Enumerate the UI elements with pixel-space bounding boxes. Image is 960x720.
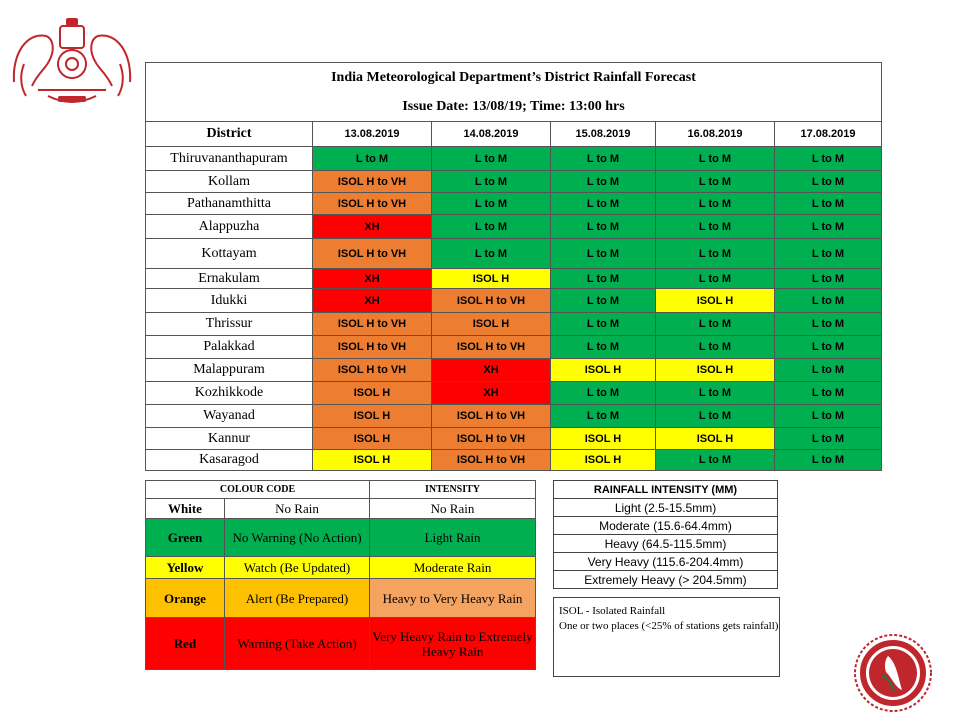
district-row [146, 269, 882, 289]
district-column-header: District [146, 122, 313, 147]
forecast-cell: L to M [775, 289, 882, 313]
intensity-row [554, 535, 778, 553]
legend-row-green [146, 519, 536, 557]
district-name: Kannur [146, 428, 313, 450]
district-row [146, 171, 882, 193]
forecast-cell: ISOL H [313, 405, 432, 428]
district-name: Kasaragod [146, 450, 313, 471]
forecast-cell: L to M [775, 382, 882, 405]
forecast-cell: ISOL H [313, 428, 432, 450]
date-header: 16.08.2019 [656, 122, 775, 147]
forecast-cell: XH [432, 359, 551, 382]
legend-intensity: No Rain [370, 499, 536, 519]
forecast-cell: ISOL H to VH [313, 359, 432, 382]
legend-row-red [146, 618, 536, 670]
forecast-cell: L to M [551, 239, 656, 269]
date-header: 17.08.2019 [775, 122, 882, 147]
forecast-cell: L to M [775, 193, 882, 215]
forecast-cell: ISOL H [656, 289, 775, 313]
district-row [146, 405, 882, 428]
intensity-header-row [554, 481, 778, 499]
forecast-cell: XH [313, 289, 432, 313]
intensity-row [554, 499, 778, 517]
date-header: 14.08.2019 [432, 122, 551, 147]
rainfall-intensity-table [553, 480, 778, 589]
intensity-title: RAINFALL INTENSITY (MM) [554, 481, 778, 499]
legend-row-white [146, 499, 536, 519]
forecast-cell: L to M [551, 336, 656, 359]
legend-colour-name: Green [146, 519, 225, 557]
kerala-emblem-logo [8, 12, 136, 110]
district-name: Palakkad [146, 336, 313, 359]
district-row [146, 147, 882, 171]
forecast-cell: L to M [775, 239, 882, 269]
district-row [146, 215, 882, 239]
issue-date: Issue Date: 13/08/19; Time: 13:00 hrs [146, 93, 882, 122]
forecast-cell: L to M [656, 313, 775, 336]
district-name: Wayanad [146, 405, 313, 428]
forecast-cell: ISOL H [551, 428, 656, 450]
district-row [146, 289, 882, 313]
legend-meaning: Watch (Be Updated) [225, 557, 370, 579]
forecast-cell: ISOL H to VH [313, 193, 432, 215]
intensity-item: Moderate (15.6-64.4mm) [554, 517, 778, 535]
forecast-cell: L to M [656, 269, 775, 289]
forecast-cell: L to M [656, 147, 775, 171]
intensity-row [554, 553, 778, 571]
forecast-cell: L to M [551, 171, 656, 193]
forecast-cell: L to M [775, 269, 882, 289]
legend-colour-name: Red [146, 618, 225, 670]
forecast-cell: L to M [551, 382, 656, 405]
intensity-item: Extremely Heavy (> 204.5mm) [554, 571, 778, 589]
forecast-cell: L to M [551, 193, 656, 215]
legend-row-orange [146, 579, 536, 618]
district-name: Kollam [146, 171, 313, 193]
forecast-cell: XH [313, 269, 432, 289]
forecast-cell: L to M [775, 336, 882, 359]
legend-colour-name: Yellow [146, 557, 225, 579]
forecast-cell: ISOL H to VH [313, 171, 432, 193]
legend-meaning: No Warning (No Action) [225, 519, 370, 557]
date-header: 15.08.2019 [551, 122, 656, 147]
forecast-cell: ISOL H [432, 269, 551, 289]
forecast-cell: ISOL H to VH [432, 405, 551, 428]
forecast-cell: L to M [775, 215, 882, 239]
forecast-cell: L to M [775, 450, 882, 471]
district-name: Kottayam [146, 239, 313, 269]
forecast-cell: L to M [313, 147, 432, 171]
legend-meaning: No Rain [225, 499, 370, 519]
forecast-cell: L to M [551, 215, 656, 239]
isol-note-line: ISOL - Isolated Rainfall [559, 605, 666, 617]
legend-colour-name: White [146, 499, 225, 519]
intensity-item: Very Heavy (115.6-204.4mm) [554, 553, 778, 571]
forecast-cell: L to M [656, 171, 775, 193]
forecast-cell: ISOL H to VH [432, 428, 551, 450]
forecast-cell: L to M [656, 336, 775, 359]
forecast-cell: ISOL H to VH [313, 313, 432, 336]
legend-meaning: Alert (Be Prepared) [225, 579, 370, 618]
forecast-cell: L to M [656, 193, 775, 215]
district-name: Idukki [146, 289, 313, 313]
forecast-cell: ISOL H [656, 359, 775, 382]
forecast-cell: L to M [432, 193, 551, 215]
title-row [146, 63, 882, 94]
date-header-row [146, 122, 882, 147]
district-row [146, 428, 882, 450]
forecast-cell: L to M [551, 147, 656, 171]
isol-note-box [553, 597, 780, 677]
date-header: 13.08.2019 [313, 122, 432, 147]
legend-intensity-header: INTENSITY [370, 481, 536, 499]
district-row [146, 336, 882, 359]
forecast-cell: L to M [656, 215, 775, 239]
district-name: Pathanamthitta [146, 193, 313, 215]
legend-meaning: Warning (Take Action) [225, 618, 370, 670]
district-name: Kozhikkode [146, 382, 313, 405]
issue-row [146, 93, 882, 122]
forecast-cell: L to M [656, 239, 775, 269]
forecast-cell: L to M [775, 405, 882, 428]
forecast-cell: L to M [775, 171, 882, 193]
forecast-cell: L to M [432, 171, 551, 193]
district-row [146, 313, 882, 336]
district-row [146, 359, 882, 382]
district-name: Ernakulam [146, 269, 313, 289]
forecast-cell: ISOL H to VH [432, 336, 551, 359]
legend-header-row [146, 481, 536, 499]
forecast-cell: ISOL H [432, 313, 551, 336]
district-row [146, 193, 882, 215]
district-name: Thrissur [146, 313, 313, 336]
forecast-cell: L to M [551, 313, 656, 336]
forecast-cell: L to M [432, 147, 551, 171]
forecast-cell: L to M [432, 239, 551, 269]
legend-intensity: Moderate Rain [370, 557, 536, 579]
legend-intensity: Light Rain [370, 519, 536, 557]
forecast-cell: L to M [656, 405, 775, 428]
district-name: Malappuram [146, 359, 313, 382]
forecast-cell: XH [313, 215, 432, 239]
forecast-cell: L to M [775, 428, 882, 450]
forecast-title: India Meteorological Department’s District Rainfall Forecast [146, 63, 882, 94]
legend-colour-code-header: COLOUR CODE [146, 481, 370, 499]
forecast-cell: ISOL H to VH [313, 239, 432, 269]
forecast-cell: L to M [551, 289, 656, 313]
forecast-cell: ISOL H [656, 428, 775, 450]
forecast-cell: L to M [551, 269, 656, 289]
intensity-item: Light (2.5-15.5mm) [554, 499, 778, 517]
forecast-cell: ISOL H [313, 450, 432, 471]
district-name: Alappuzha [146, 215, 313, 239]
legend-intensity: Very Heavy Rain to Extremely Heavy Rain [370, 618, 536, 670]
district-row [146, 450, 882, 471]
forecast-cell: L to M [775, 359, 882, 382]
intensity-row [554, 571, 778, 589]
legend-intensity: Heavy to Very Heavy Rain [370, 579, 536, 618]
district-forecast-table [145, 62, 882, 471]
forecast-cell: L to M [775, 313, 882, 336]
legend-colour-name: Orange [146, 579, 225, 618]
forecast-cell: ISOL H to VH [432, 450, 551, 471]
district-row [146, 239, 882, 269]
forecast-cell: L to M [775, 147, 882, 171]
ksdma-emblem-logo [852, 632, 934, 714]
intensity-item: Heavy (64.5-115.5mm) [554, 535, 778, 553]
isol-note-line: One or two places (<25% of stations gets rainfall) [559, 620, 779, 632]
colour-code-legend [145, 480, 536, 670]
forecast-cell: ISOL H to VH [432, 289, 551, 313]
district-row [146, 382, 882, 405]
district-name: Thiruvananthapuram [146, 147, 313, 171]
forecast-cell: ISOL H [551, 450, 656, 471]
forecast-cell: XH [432, 382, 551, 405]
intensity-row [554, 517, 778, 535]
forecast-cell: ISOL H to VH [313, 336, 432, 359]
legend-row-yellow [146, 557, 536, 579]
district-rows [146, 147, 882, 471]
forecast-cell: L to M [656, 382, 775, 405]
forecast-cell: ISOL H [313, 382, 432, 405]
forecast-cell: L to M [656, 450, 775, 471]
forecast-cell: L to M [551, 405, 656, 428]
forecast-cell: ISOL H [551, 359, 656, 382]
forecast-cell: L to M [432, 215, 551, 239]
